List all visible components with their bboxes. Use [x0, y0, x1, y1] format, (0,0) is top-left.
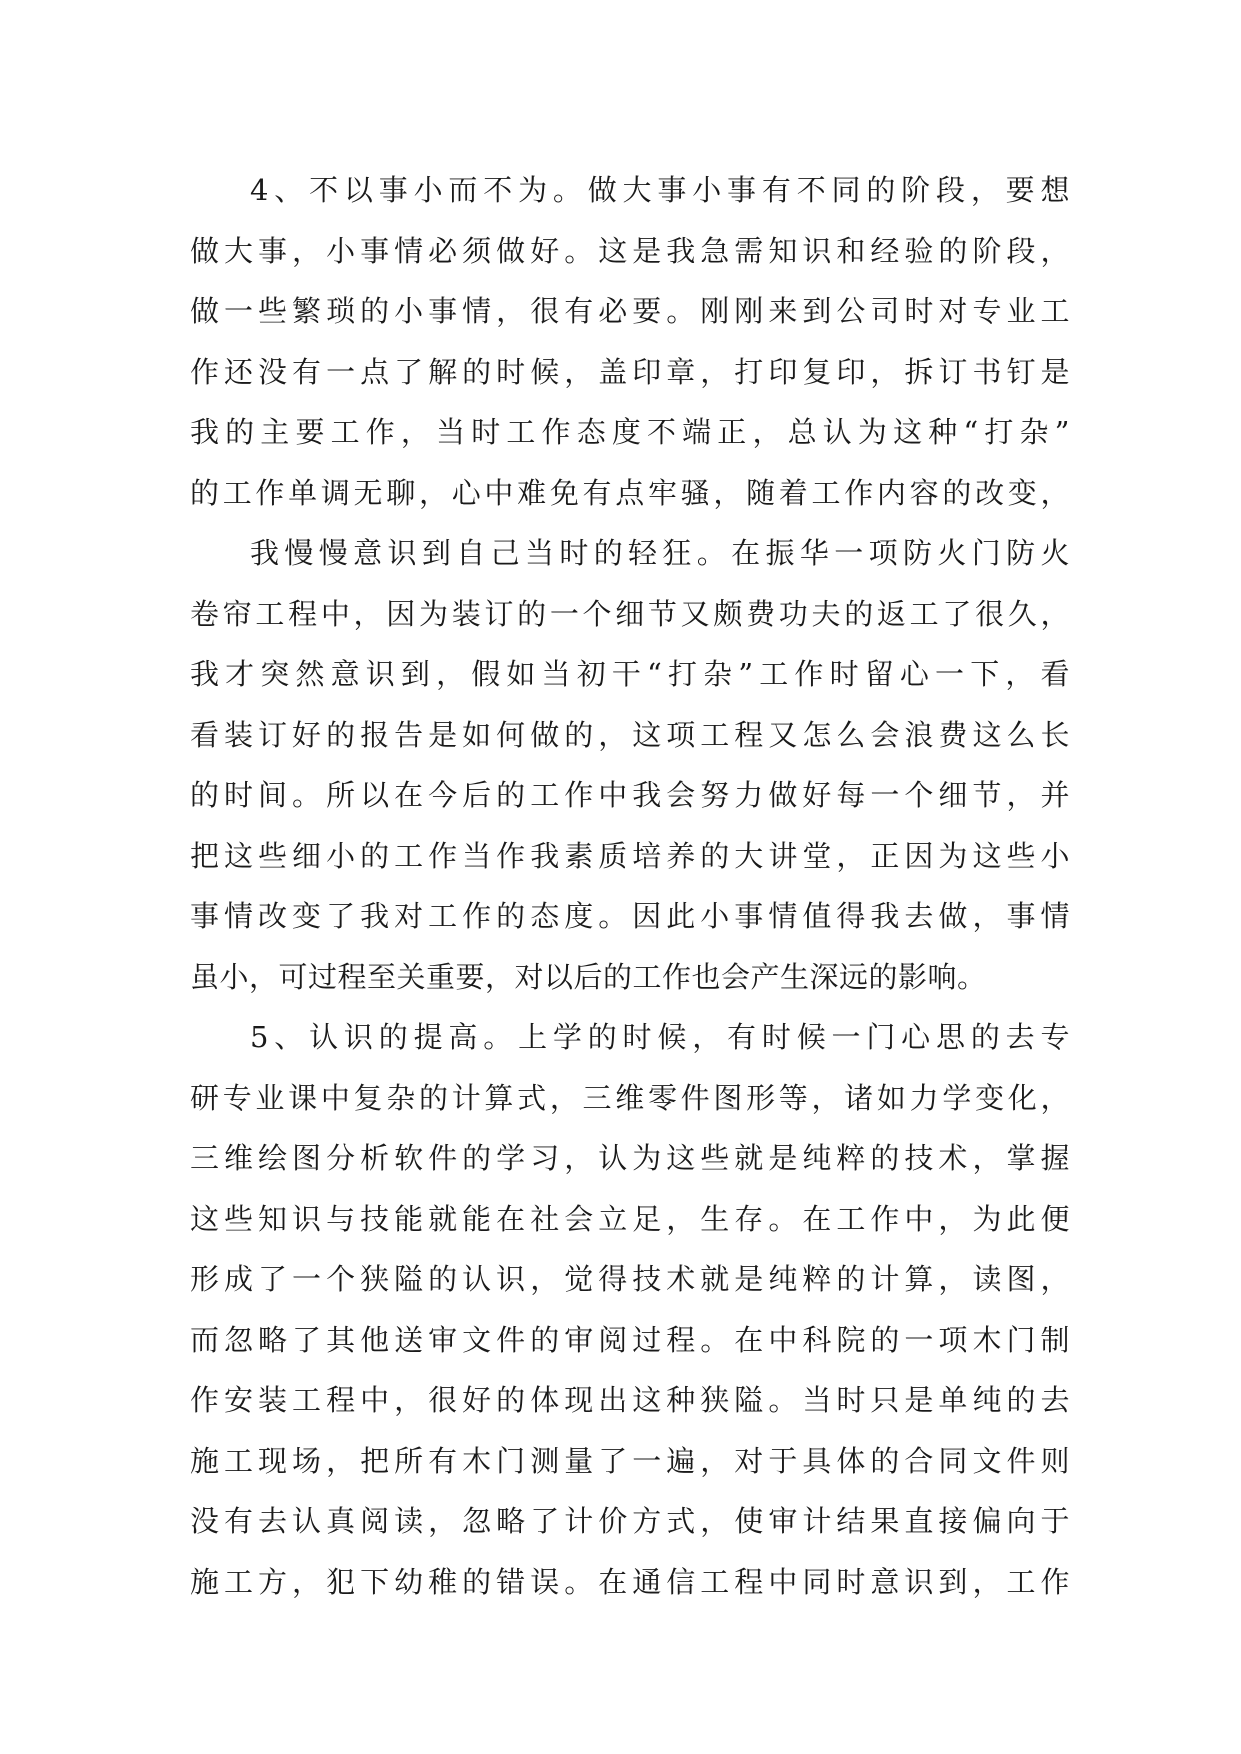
text-line: 做一些繁琐的小事情，很有必要。刚刚来到公司时对专业工 [190, 294, 1070, 328]
text-line: 我慢慢意识到自己当时的轻狂。在振华一项防火门防火 [250, 536, 1070, 570]
body-text [190, 160, 1070, 1612]
text-line: 而忽略了其他送审文件的审阅过程。在中科院的一项木门制 [190, 1322, 1070, 1357]
text-line: 作还没有一点了解的时候，盖印章，打印复印，拆订书钉是 [190, 354, 1070, 389]
text-line: 三维绘图分析软件的学习，认为这些就是纯粹的技术，掌握 [190, 1141, 1070, 1175]
text-line: 施工现场，把所有木门测量了一遍，对于具体的合同文件则 [190, 1443, 1070, 1478]
text-line: 把这些细小的工作当作我素质培养的大讲堂，正因为这些小 [190, 838, 1070, 873]
text-line: 我的主要工作，当时工作态度不端正，总认为这种“打杂” [190, 415, 1070, 449]
text-line: 5、认识的提高。上学的时候，有时候一门心思的去专 [250, 1020, 1070, 1054]
text-line: 看装订好的报告是如何做的，这项工程又怎么会浪费这么长 [190, 717, 1070, 752]
text-line: 没有去认真阅读，忽略了计价方式，使审计结果直接偏向于 [190, 1504, 1070, 1538]
text-line: 形成了一个狭隘的认识，觉得技术就是纯粹的计算，读图， [190, 1262, 1070, 1296]
text-line: 做大事，小事情必须做好。这是我急需知识和经验的阶段， [190, 233, 1070, 268]
text-line: 4、不以事小而不为。做大事小事有不同的阶段，要想 [250, 173, 1070, 207]
text-line: 卷帘工程中，因为装订的一个细节又颇费功夫的返工了很久， [190, 596, 1070, 631]
text-line: 虽小，可过程至关重要，对以后的工作也会产生深远的影响。 [190, 959, 987, 994]
text-line: 的时间。所以在今后的工作中我会努力做好每一个细节，并 [190, 778, 1070, 812]
text-line: 我才突然意识到，假如当初干“打杂”工作时留心一下，看 [190, 657, 1070, 691]
text-line: 施工方，犯下幼稚的错误。在通信工程中同时意识到，工作 [190, 1564, 1070, 1599]
text-line: 这些知识与技能就能在社会立足，生存。在工作中，为此便 [190, 1201, 1070, 1236]
text-line: 事情改变了我对工作的态度。因此小事情值得我去做，事情 [190, 899, 1070, 933]
text-line: 研专业课中复杂的计算式，三维零件图形等，诸如力学变化， [190, 1080, 1070, 1115]
text-line: 的工作单调无聊，心中难免有点牢骚，随着工作内容的改变， [190, 475, 1070, 510]
text-line: 作安装工程中，很好的体现出这种狭隘。当时只是单纯的去 [190, 1383, 1070, 1417]
